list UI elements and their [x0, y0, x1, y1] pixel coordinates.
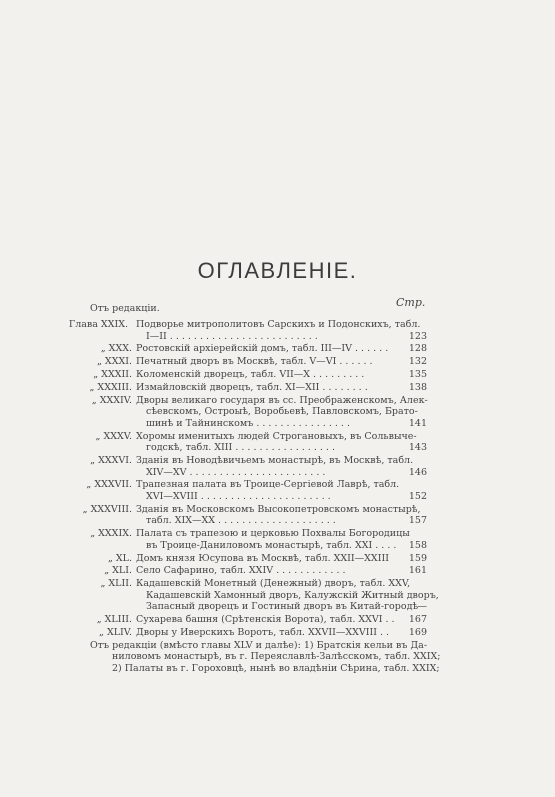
- toc-entry-label: „ XLII.: [100, 578, 132, 590]
- toc-entry-text: Трапезная палата въ Троице-Сергіевой Лаврѣ, табл.: [136, 479, 400, 491]
- toc-entry-text: табл. XIX—XX . . . . . . . . . . . . . . . . . . . .: [146, 515, 336, 527]
- toc-entry-text: Коломенскій дворецъ, табл. VII—X . . . . . . . . .: [136, 369, 365, 380]
- toc-entry-text: Измайловскій дворецъ, табл. XI—XII . . . . . . . .: [136, 381, 368, 393]
- toc-entry-page: 128: [408, 343, 427, 355]
- toc-entry-label: „ XXXVII.: [86, 479, 132, 491]
- toc-entry-label: „ XXXIV.: [91, 394, 132, 406]
- toc-entry-page: 158: [408, 539, 427, 551]
- toc-entry-label: „ XL.: [107, 552, 132, 564]
- toc-entry-text: XIV—XV . . . . . . . . . . . . . . . . . . . . . . .: [146, 466, 326, 478]
- toc-entry-page: 132: [408, 356, 427, 368]
- toc-entry-page: 146: [408, 466, 427, 478]
- toc-entry-text: Ростовскій архіерейскій домъ, табл. III—IV . . . . . .: [136, 343, 389, 355]
- toc-entry-page: 141: [408, 417, 427, 429]
- toc-entry-text: годскѣ, табл. XIII . . . . . . . . . . . . . . . . .: [146, 442, 335, 454]
- toc-entry-label: „ XXXVIII.: [82, 503, 132, 515]
- toc-entry-label: „ XXXI.: [96, 356, 132, 368]
- toc-entry-text: Печатный дворъ въ Москвѣ, табл. V—VI . . . . . .: [136, 356, 373, 368]
- toc-entry-label: „ XXX.: [100, 343, 132, 355]
- toc-entry-text: Дворы великаго государя въ сс. Преображенскомъ, Алек-: [136, 394, 428, 406]
- toc-entry-text: Кадашевскій Монетный (Денежный) дворъ, табл. XXV,: [136, 578, 411, 590]
- toc-entry-text: Палата съ трапезою и церковью Похвалы Богородицы: [136, 528, 410, 540]
- toc-entry-text: въ Троице-Даниловомъ монастырѣ, табл. XXI . . . .: [146, 539, 397, 551]
- toc-entry-text: сѣевскомъ, Остроыѣ, Воробьевѣ, Павловскомъ, Брато-: [146, 406, 418, 418]
- toc-entry-text: Село Сафарино, табл. XXIV . . . . . . . . . . . .: [136, 565, 346, 577]
- toc-entry-text: Дворы у Иверскихъ Воротъ, табл. XXVII—XXVIII . .: [136, 627, 390, 638]
- page-column-heading: Стр.: [396, 296, 426, 309]
- from-editor-heading: Отъ редакціи.: [90, 303, 160, 314]
- toc-entry-label: „ XXXIX.: [90, 528, 132, 540]
- editor-note-line: ниловомъ монастырѣ, въ г. Переяславлѣ-Залѣсскомъ, табл. XXIX;: [112, 651, 441, 663]
- toc-entry-text: Запасный дворецъ и Гостиный дворъ въ Китай-городѣ: [146, 601, 419, 613]
- toc-entry-label: „ XLI.: [104, 565, 132, 577]
- toc-entry-page: 135: [408, 369, 427, 380]
- toc-entry-page: 159: [408, 552, 427, 564]
- toc-entry-text: XVI—XVIII . . . . . . . . . . . . . . . . . . . . . .: [146, 491, 331, 502]
- toc-entry-text: I—II . . . . . . . . . . . . . . . . . . . . . . . . .: [146, 330, 318, 342]
- toc-entry-page: 157: [408, 515, 427, 527]
- toc-entry-page: —: [417, 601, 427, 613]
- toc-entry-page: 152: [408, 491, 427, 502]
- toc-entry-text: шинѣ и Тайнинскомъ . . . . . . . . . . . . . . . .: [146, 417, 350, 429]
- toc-entry-page: 123: [408, 330, 427, 342]
- toc-entry-label: Глава XXIX.: [68, 319, 128, 330]
- toc-entry-text: Хоромы именитыхъ людей Строгановыхъ, въ Сольвыче-: [136, 430, 417, 442]
- toc-entry-page: 167: [408, 614, 427, 626]
- toc-entry-label: „ XLIV.: [99, 627, 132, 638]
- toc-entry-text: Зданія въ Московскомъ Высокопетровскомъ монастырѣ,: [136, 503, 421, 515]
- editor-note-line: 2) Палаты въ г. Гороховцѣ, нынѣ во владѣніи Сѣрина, табл. XXIX;: [112, 663, 440, 674]
- toc-entry-text: Зданія въ Новодѣвичьемъ монастырѣ, въ Москвѣ, табл.: [136, 455, 414, 466]
- toc-entry-label: „ XXXII.: [93, 369, 132, 380]
- page-title: ОГЛАВЛЕНІЕ.: [197, 258, 358, 283]
- toc-entry-page: 161: [408, 565, 427, 577]
- toc-entry-label: „ XXXVI.: [90, 455, 132, 466]
- toc-entry-page: 169: [408, 627, 427, 638]
- toc-entry-text: Домъ князя Юсупова въ Москвѣ, табл. XXII—XXIII: [136, 552, 389, 564]
- toc-entry-label: „ XLIII.: [96, 614, 132, 626]
- toc-entry-page: 138: [408, 381, 427, 393]
- toc-entry-text: Кадашевскій Хамонный дворъ, Калужскій Житный дворъ,: [146, 589, 439, 601]
- toc-entry-label: „ XXXIII.: [89, 381, 132, 393]
- toc-entry-text: Сухарева башня (Срѣтенскія Ворота), табл. XXVI . .: [136, 614, 395, 626]
- editor-note-line: Отъ редакціи (вмѣсто главы XLV и далѣе): 1) Братскія кельи въ Да-: [90, 639, 428, 651]
- toc-entry-label: „ XXXV.: [95, 430, 132, 442]
- toc-entry-text: Подворье митрополитовъ Сарскихъ и Подонскихъ, табл.: [136, 319, 421, 330]
- toc-entry-page: 143: [408, 442, 427, 454]
